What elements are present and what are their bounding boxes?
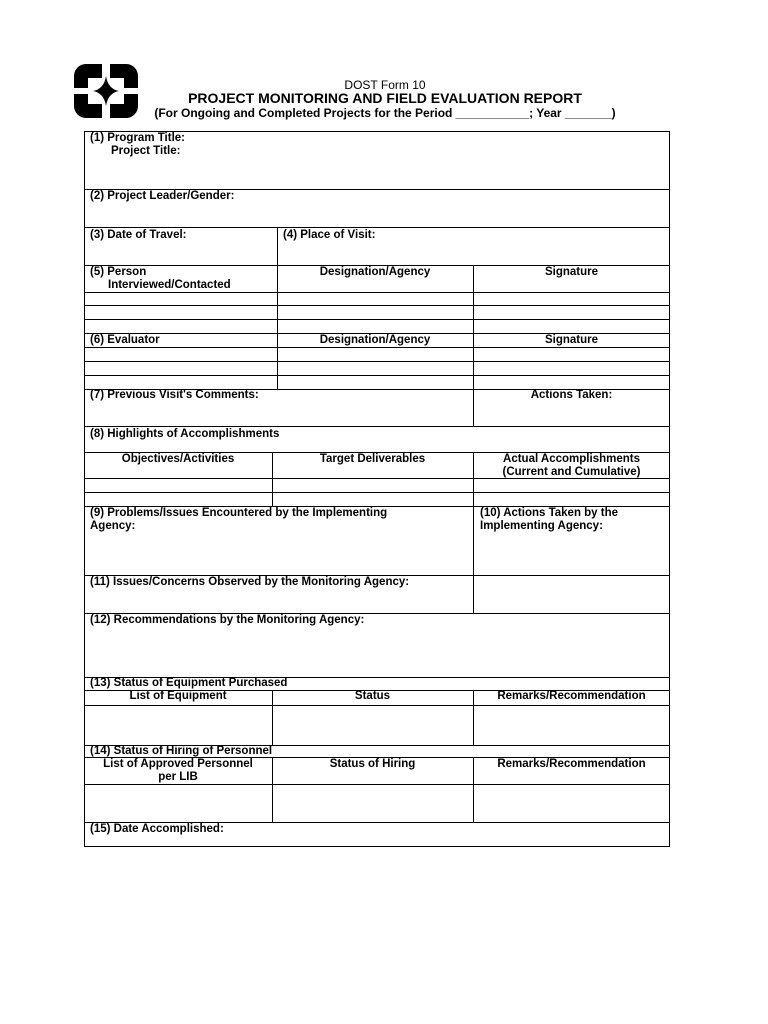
hiring-status-label: (14) Status of Hiring of Personnel (90, 745, 273, 757)
equipment-status-header: Status (354, 690, 391, 702)
evaluator-label: (6) Evaluator (90, 334, 160, 346)
target-deliverables-header: Target Deliverables (319, 453, 426, 465)
highlights-label: (8) Highlights of Accomplishments (90, 428, 280, 440)
problems-label-2: Agency: (90, 520, 136, 532)
row-divider (84, 361, 670, 362)
designation-agency-header: Designation/Agency (319, 266, 431, 278)
actual-accomplishments-header-2: (Current and Cumulative) (502, 466, 641, 478)
column-divider (277, 227, 278, 389)
previous-comments-label: (7) Previous Visit's Comments: (90, 389, 259, 401)
agency-actions-label: (10) Actions Taken by the (480, 507, 619, 519)
dost-logo-icon (72, 62, 140, 120)
row-divider (84, 705, 670, 706)
form-subtitle: (For Ongoing and Completed Projects for the Period ___________; Year _______) (154, 106, 616, 120)
evaluator-signature-header: Signature (544, 334, 599, 346)
objectives-header: Objectives/Activities (121, 453, 235, 465)
row-divider (84, 227, 670, 228)
problems-label: (9) Problems/Issues Encountered by the Implementing (90, 507, 388, 519)
signature-header: Signature (544, 266, 599, 278)
hiring-remarks-header: Remarks/Recommendation (497, 758, 646, 770)
issues-observed-label: (11) Issues/Concerns Observed by the Monitoring Agency: (90, 576, 410, 588)
equipment-status-label: (13) Status of Equipment Purchased (90, 677, 288, 689)
place-of-visit-label: (4) Place of Visit: (283, 229, 376, 241)
row-divider (84, 305, 670, 306)
actions-taken-label: Actions Taken: (530, 389, 613, 401)
row-divider (84, 347, 670, 348)
form-number: DOST Form 10 (344, 78, 426, 92)
list-personnel-header: List of Approved Personnel (103, 758, 253, 770)
project-title-label: Project Title: (111, 145, 181, 157)
recommendations-label: (12) Recommendations by the Monitoring Agency: (90, 614, 365, 626)
form-title: PROJECT MONITORING AND FIELD EVALUATION REPORT (188, 90, 582, 106)
row-divider (84, 784, 670, 785)
evaluator-designation-header: Designation/Agency (319, 334, 431, 346)
row-divider (84, 292, 670, 293)
person-interviewed-label: (5) Person (90, 266, 147, 278)
row-divider (84, 319, 670, 320)
row-divider (84, 492, 670, 493)
column-divider (473, 265, 474, 389)
program-title-label: (1) Program Title: (90, 132, 185, 144)
actual-accomplishments-header: Actual Accomplishments (503, 453, 640, 465)
date-accomplished-label: (15) Date Accomplished: (90, 823, 224, 835)
list-of-equipment-header: List of Equipment (129, 690, 227, 702)
list-personnel-header-2: per LIB (158, 771, 198, 783)
row-divider (84, 426, 670, 427)
status-of-hiring-header: Status of Hiring (329, 758, 416, 770)
date-of-travel-label: (3) Date of Travel: (90, 229, 187, 241)
project-leader-label: (2) Project Leader/Gender: (90, 190, 235, 202)
agency-actions-label-2: Implementing Agency: (480, 520, 603, 532)
row-divider (84, 375, 670, 376)
person-interviewed-label-2: Interviewed/Contacted (108, 279, 231, 291)
equipment-remarks-header: Remarks/Recommendation (497, 690, 646, 702)
